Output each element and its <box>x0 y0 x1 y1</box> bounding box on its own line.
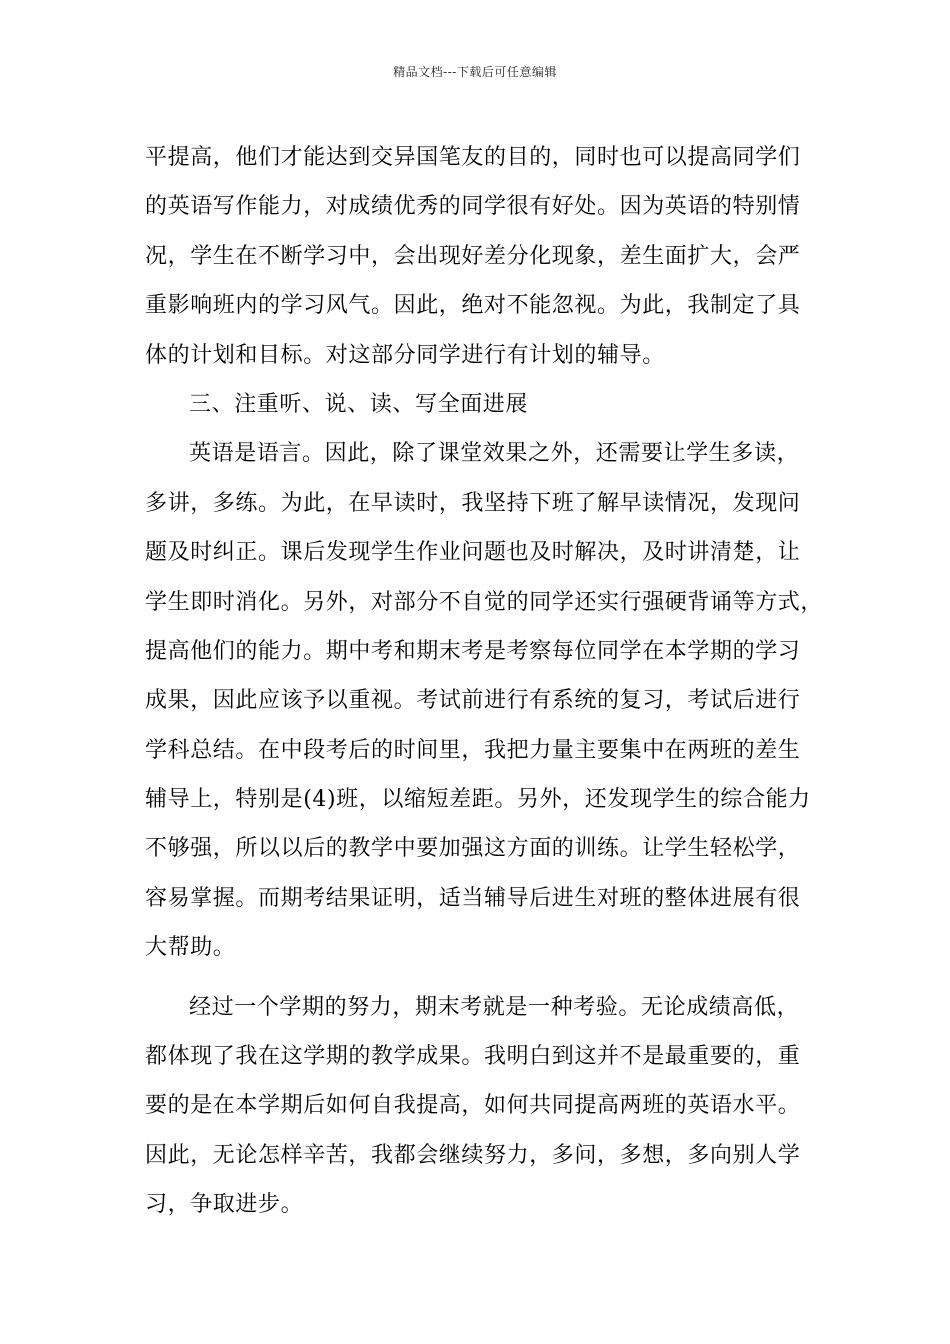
paragraph-line: 经过一个学期的努力，期末考就是一种考验。无论成绩高低， <box>189 994 800 1020</box>
paragraph-line: 不够强，所以以后的教学中要加强这方面的训练。让学生轻松学， <box>145 836 801 862</box>
document-body <box>145 133 824 1230</box>
paragraph-line: 重影响班内的学习风气。因此，绝对不能忽视。为此，我制定了具 <box>145 293 801 319</box>
paragraph-line: 况，学生在不断学习中，会出现好差分化现象，差生面扩大，会严 <box>145 243 801 269</box>
paragraph-line: 辅导上，特别是(4)班，以缩短差距。另外，还发现学生的综合能力 <box>145 787 811 813</box>
paragraph-line: 容易掌握。而期考结果证明，适当辅导后进生对班的整体进展有很 <box>145 885 801 911</box>
paragraph-line: 成果，因此应该予以重视。考试前进行有系统的复习，考试后进行 <box>145 688 801 714</box>
paragraph-line: 学科总结。在中段考后的时间里，我把力量主要集中在两班的差生 <box>145 737 801 763</box>
paragraph-line: 平提高，他们才能达到交异国笔友的目的，同时也可以提高同学们 <box>145 145 801 170</box>
paragraph-line: 习，争取进步。 <box>145 1192 304 1218</box>
section-heading: 三、注重听、说、读、写全面进展 <box>189 391 529 417</box>
paragraph-line: 要的是在本学期后如何自我提高，如何共同提高两班的英语水平。 <box>145 1093 801 1119</box>
paragraph-line: 体的计划和目标。对这部分同学进行有计划的辅导。 <box>145 342 665 368</box>
paragraph-line: 的英语写作能力，对成绩优秀的同学很有好处。因为英语的特别情 <box>145 194 801 220</box>
paragraph-line: 题及时纠正。课后发现学生作业问题也及时解决，及时讲清楚，让 <box>145 540 801 566</box>
paragraph-line: 大帮助。 <box>145 935 236 961</box>
page-header: 精品文档---下载后可任意编辑 <box>393 65 557 79</box>
paragraph-line: 学生即时消化。另外，对部分不自觉的同学还实行强硬背诵等方式， <box>145 589 824 615</box>
paragraph-line: 因此，无论怎样辛苦，我都会继续努力，多问，多想，多向别人学 <box>145 1142 801 1168</box>
paragraph-spacer <box>145 973 810 983</box>
paragraph-line: 多讲，多练。为此，在早读时，我坚持下班了解早读情况，发现问 <box>145 490 801 516</box>
paragraph-line: 英语是语言。因此，除了课堂效果之外，还需要让学生多读， <box>189 441 800 467</box>
paragraph-line: 提高他们的能力。期中考和期末考是考察每位同学在本学期的学习 <box>145 638 801 664</box>
paragraph-line: 都体现了我在这学期的教学成果。我明白到这并不是最重要的，重 <box>145 1044 801 1070</box>
